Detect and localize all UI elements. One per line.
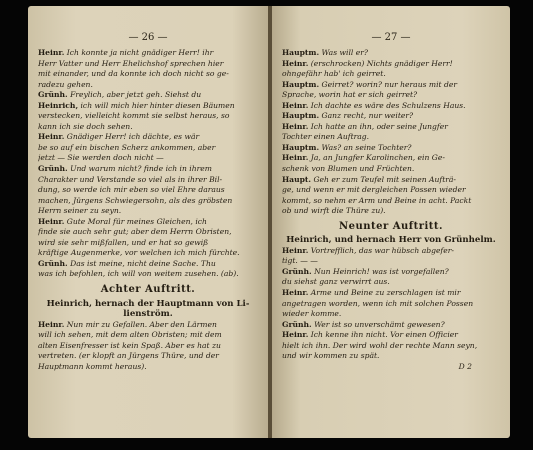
line-text: Was will er? <box>319 48 368 57</box>
page-number-right: — 27 — <box>371 32 411 43</box>
text-line <box>38 132 258 143</box>
line-text: angetragen worden, wenn ich mit solchen Possen <box>282 298 474 308</box>
line-text: und wir kommen zu spät. <box>282 351 380 361</box>
line-text: jetzt — Sie werden doch nicht — <box>38 153 164 163</box>
line-text: Tochter einen Auftrag. <box>282 132 370 142</box>
line-text: kräftige Augenmerke, vor welchen ich mich fürchte. <box>38 248 240 258</box>
speaker-name: Heinr. <box>38 319 65 329</box>
text-line <box>38 69 258 80</box>
text-line <box>38 330 258 341</box>
text-line <box>282 175 500 186</box>
page-number-left: — 26 — <box>128 32 168 43</box>
text-line <box>282 90 500 101</box>
text-line <box>282 277 500 288</box>
line-text: Ja, an Jungfer Karolinchen, ein Ge- <box>308 153 445 163</box>
text-line <box>282 80 500 91</box>
text-line <box>38 153 258 164</box>
text-line <box>38 175 258 186</box>
speaker-name: Hauptm. <box>282 142 320 152</box>
speaker-name: Grünh. <box>38 164 68 174</box>
line-text: ich will mich hier hinter diesen Bäumen <box>78 100 235 110</box>
speaker-name: Grünh. <box>282 266 312 276</box>
speaker-name: Heinrich, <box>38 100 79 110</box>
speaker-name: Hauptm. <box>282 111 320 121</box>
line-text: hielt ich ihn. Der wird wohl der rechte Mann seyn, <box>282 340 478 350</box>
line-text: Und warum nicht? finde ich in ihrem <box>67 164 212 174</box>
speaker-name: Heinr. <box>282 100 309 110</box>
text-line <box>282 341 500 352</box>
left-page-text <box>38 48 258 372</box>
speaker-name: Heinr. <box>282 58 309 68</box>
text-line <box>38 90 258 101</box>
line-text: Charakter und Verstande so viel als in ihrer Bil- <box>38 174 223 184</box>
text-line <box>38 320 258 331</box>
scene-heading: Neunter Auftritt. <box>338 220 443 232</box>
line-text: Gute Moral für meines Gleichen, ich <box>64 216 207 226</box>
line-text: finde sie auch sehr gut; aber dem Herrn Obristen, <box>38 227 232 237</box>
line-text: will ich sehen, mit dem alten Obristen; mit dem <box>38 330 222 340</box>
text-line <box>282 196 500 207</box>
line-text: ge, und wenn er mit dergleichen Possen wieder <box>282 185 466 195</box>
line-text: Nun mir zu Gefallen. Aber den Lärmen <box>64 319 217 329</box>
line-text: ob und wirft die Thüre zu). <box>282 206 386 216</box>
speaker-name: Heinr. <box>282 288 309 298</box>
line-text: Geh er zum Teufel mit seinen Aufträ- <box>311 174 456 184</box>
text-line <box>282 132 500 143</box>
open-book <box>28 6 510 438</box>
line-text: (erschrocken) Nichts gnädiger Herr! <box>308 58 453 68</box>
line-text: Hauptmann kommt heraus). <box>38 361 147 371</box>
line-text: Vortrefflich, das war hübsch abgefer- <box>308 245 454 255</box>
line-text: kommt, so nehm er Arm und Beine in acht. Packt <box>282 195 472 205</box>
line-text: Wer ist so unverschämt gewesen? <box>311 319 445 329</box>
line-text: dung, so werde ich mir eben so viel Ehre daraus <box>38 185 225 195</box>
line-text: Herrn seiner zu seyn. <box>38 206 122 216</box>
line-text: wird sie sehr mißfallen, und er hat so gewiß <box>38 237 209 247</box>
text-line <box>38 248 258 259</box>
speaker-name: Heinr. <box>38 132 65 142</box>
text-line <box>38 351 258 362</box>
line-text: Ich konnte ja nicht gnädiger Herr! ihr <box>64 48 214 57</box>
line-text: Ganz recht, nur weiter? <box>319 111 414 121</box>
scene-heading: Achter Auftritt. <box>100 284 196 296</box>
speaker-name: Heinr. <box>282 245 309 255</box>
line-text: mit einander, und da konnte ich doch nicht so ge- <box>38 69 229 79</box>
text-line <box>282 164 500 175</box>
line-text: Ich dachte es wäre des Schulzens Haus. <box>308 100 466 110</box>
text-line <box>38 238 258 249</box>
speaker-name: Heinr. <box>282 153 309 163</box>
line-text: vertreten. (er klopft an Jürgens Thüre, und der <box>38 351 219 361</box>
text-line <box>38 48 258 59</box>
text-line <box>38 206 258 217</box>
speaker-name: Heinr. <box>282 330 309 340</box>
text-line <box>282 59 500 70</box>
line-text: was ich befohlen, ich will von weitem zusehen. (ab). <box>38 269 239 279</box>
text-line <box>282 299 500 310</box>
text-line <box>282 288 500 299</box>
speaker-name: Grünh. <box>282 319 312 329</box>
text-line <box>38 111 258 122</box>
line-text: be so auf ein bischen Scherz ankommen, aber <box>38 142 216 152</box>
line-text: Was? an seine Tochter? <box>319 142 412 152</box>
text-line <box>282 267 500 278</box>
line-text: Geirret? worin? nur heraus mit der <box>319 79 457 89</box>
text-line <box>38 80 258 91</box>
text-line <box>38 196 258 207</box>
text-line <box>38 362 258 373</box>
line-text: machen, Jürgens Schwiegersohn, als des gröbsten <box>38 195 233 205</box>
text-line <box>282 309 500 320</box>
scene-characters-cont: lienström. <box>123 309 173 320</box>
line-text: Herr Vatter und Herr Ehelichshof sprechen hier <box>38 58 224 68</box>
signature-mark: D 2 <box>458 361 472 371</box>
text-line <box>282 122 500 133</box>
left-page <box>28 6 268 438</box>
line-text: wieder komme. <box>282 309 342 319</box>
line-text: Sprache, worin hat er sich geirret? <box>282 90 418 100</box>
line-text: kann ich sie doch sehen. <box>38 121 133 131</box>
text-line <box>38 217 258 228</box>
line-text: Das ist meine, nicht deine Sache. Thu <box>67 258 216 268</box>
text-line <box>282 246 500 257</box>
speaker-name: Heinr. <box>282 121 309 131</box>
text-line <box>282 101 500 112</box>
speaker-name: Hauptm. <box>282 79 320 89</box>
line-text: Nun Heinrich! was ist vorgefallen? <box>311 266 449 276</box>
line-text: du siehst ganz verwirrt aus. <box>282 277 390 287</box>
line-text: Freylich, aber jetzt geh. Siehst du <box>67 90 202 100</box>
speaker-name: Heinr. <box>38 216 65 226</box>
text-line <box>282 320 500 331</box>
line-text: verstecken, vielleicht kommt sie selbst heraus, so <box>38 111 230 121</box>
text-line <box>38 164 258 175</box>
speaker-name: Heinr. <box>38 48 65 57</box>
speaker-name: Haupt. <box>282 174 312 184</box>
text-line <box>38 341 258 352</box>
line-text: Arme und Beine zu zerschlagen ist mir <box>308 288 461 298</box>
text-line <box>38 227 258 238</box>
text-line <box>282 206 500 217</box>
text-line <box>282 111 500 122</box>
text-line <box>38 122 258 133</box>
text-line <box>282 351 500 362</box>
speaker-name: Grünh. <box>38 90 68 100</box>
scene-characters: Heinrich, hernach der Hauptmann von Li- <box>46 298 250 309</box>
text-line <box>38 59 258 70</box>
text-line <box>38 185 258 196</box>
right-page-text <box>282 48 500 372</box>
line-text: Ich hatte an ihn, oder seine Jungfer <box>308 121 448 131</box>
text-line <box>38 143 258 154</box>
text-line <box>38 269 258 280</box>
text-line <box>282 143 500 154</box>
text-line <box>282 330 500 341</box>
text-line <box>282 185 500 196</box>
text-line <box>282 48 500 59</box>
line-text: tigt. — — <box>282 256 318 266</box>
line-text: Ich kenne ihn nicht. Vor einen Officier <box>308 330 458 340</box>
scene-characters: Heinrich, und hernach Herr von Grünhelm. <box>286 235 496 246</box>
line-text: radezu gehen. <box>38 79 93 89</box>
text-line <box>38 259 258 270</box>
text-line <box>282 256 500 267</box>
line-text: alten Eisenfresser ist kein Spaß. Aber es hat zu <box>38 340 221 350</box>
line-text: ohngefähr hab' ich geirret. <box>282 69 386 79</box>
right-page <box>272 6 510 438</box>
line-text: Gnädiger Herr! ich dächte, es wär <box>64 132 200 142</box>
speaker-name: Grünh. <box>38 258 68 268</box>
text-line <box>282 153 500 164</box>
line-text: schenk von Blumen und Früchten. <box>282 164 415 174</box>
speaker-name: Hauptm. <box>282 48 320 57</box>
text-line <box>38 101 258 112</box>
text-line <box>282 69 500 80</box>
